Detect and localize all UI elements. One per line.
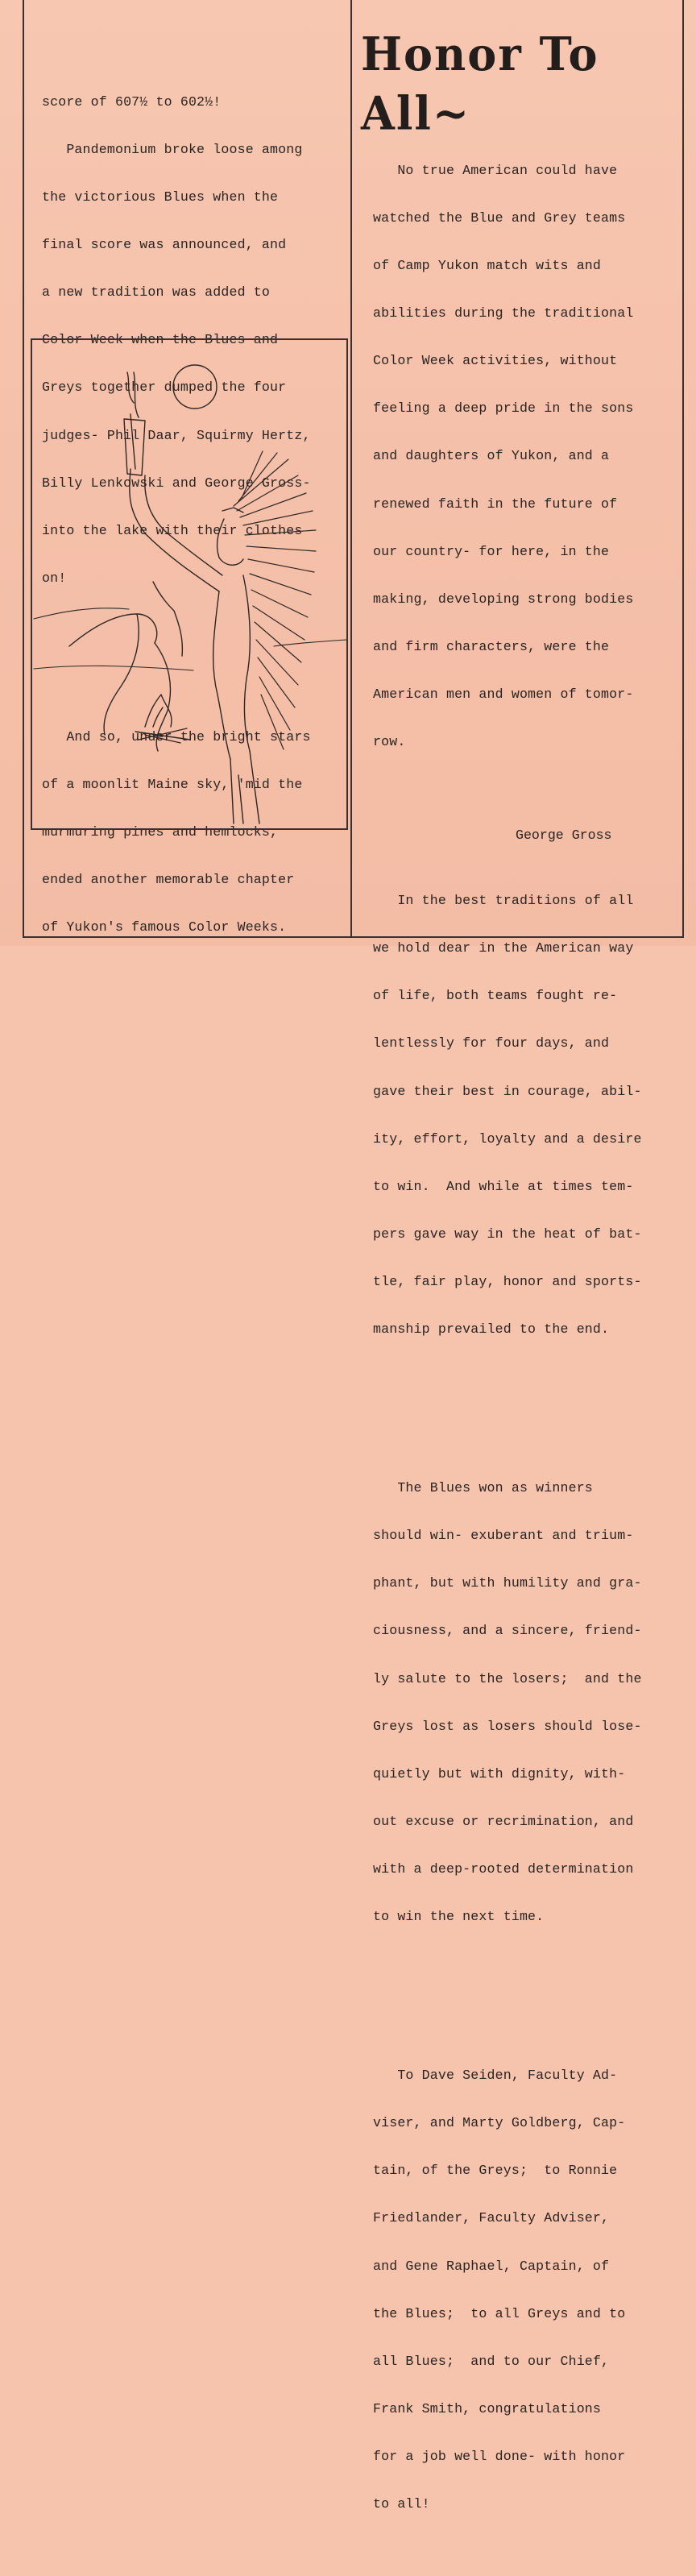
text-line: and Gene Raphael, Captain, of bbox=[373, 2258, 610, 2274]
text-line: into the lake with their clothes bbox=[42, 522, 303, 538]
text-line: American men and women of tomor- bbox=[373, 687, 634, 703]
text-line: Frank Smith, congratulations bbox=[373, 2400, 602, 2416]
text-line: ciousness, and a sincere, friend- bbox=[373, 1623, 642, 1639]
text-line: for a job well done- with honor bbox=[373, 2449, 626, 2465]
right-paragraph-3 bbox=[373, 1449, 642, 1957]
text-line: and firm characters, were the bbox=[373, 638, 610, 654]
text-line: watched the Blue and Grey teams bbox=[373, 209, 626, 226]
text-line: Friedlander, Faculty Adviser, bbox=[373, 2210, 610, 2226]
text-line: ly salute to the losers; and the bbox=[373, 1670, 642, 1686]
text-line: ended another memorable chapter bbox=[42, 872, 295, 888]
text-line: feeling a deep pride in the sons bbox=[373, 400, 634, 417]
text-line: abilities during the traditional bbox=[373, 305, 634, 321]
text-line: Color Week activities, without bbox=[373, 353, 618, 369]
text-line: of a moonlit Maine sky, 'mid the bbox=[42, 777, 303, 793]
text-line: score of 607½ to 602½! bbox=[42, 93, 222, 110]
column-divider-rule bbox=[350, 0, 352, 938]
text-line: the victorious Blues when the bbox=[42, 189, 279, 205]
text-line: row. bbox=[373, 734, 406, 750]
text-line: making, developing strong bodies bbox=[373, 591, 634, 607]
text-line: out excuse or recrimination, and bbox=[373, 1813, 634, 1829]
text-line: to win the next time. bbox=[373, 1909, 545, 1925]
article-heading: Honor To All~ bbox=[361, 27, 599, 141]
text-line: In the best traditions of all bbox=[373, 893, 634, 909]
text-line: to win. And while at times tem- bbox=[373, 1178, 634, 1194]
right-column-text bbox=[373, 99, 642, 2576]
right-paragraph-1 bbox=[373, 131, 642, 782]
text-line: a new tradition was added to bbox=[42, 284, 271, 301]
text-line: all Blues; and to our Chief, bbox=[373, 2353, 610, 2369]
text-line: tle, fair play, honor and sports- bbox=[373, 1274, 642, 1290]
author-signature: George Gross bbox=[516, 828, 612, 843]
text-line: No true American could have bbox=[373, 162, 618, 178]
text-line: pers gave way in the heat of bat- bbox=[373, 1226, 642, 1242]
torch-bearer-sketch bbox=[32, 340, 348, 830]
text-line: phant, but with humility and gra- bbox=[373, 1575, 642, 1591]
text-line: Greys together dumped the four bbox=[42, 380, 287, 396]
text-line: judges- Phil Daar, Squirmy Hertz, bbox=[42, 427, 311, 443]
text-line: The Blues won as winners bbox=[373, 1480, 593, 1496]
text-line: viser, and Marty Goldberg, Cap- bbox=[373, 2115, 626, 2131]
text-line: on! bbox=[42, 570, 67, 586]
left-border-rule bbox=[23, 0, 24, 938]
text-line: of life, both teams fought re- bbox=[373, 988, 618, 1004]
right-border-rule bbox=[682, 0, 684, 938]
text-line: should win- exuberant and trium- bbox=[373, 1528, 634, 1544]
text-line: lentlessly for four days, and bbox=[373, 1035, 610, 1052]
campfire-illustration bbox=[31, 338, 348, 830]
text-line: to all! bbox=[373, 2496, 430, 2512]
text-line: with a deep-rooted determination bbox=[373, 1861, 634, 1877]
text-line: murmuring pines and hemlocks, bbox=[42, 824, 279, 840]
text-line: and daughters of Yukon, and a bbox=[373, 448, 610, 464]
text-line: Billy Lenkowski and George Gross- bbox=[42, 475, 311, 491]
text-line: of Yukon's famous Color Weeks. bbox=[42, 919, 287, 935]
text-line: manship prevailed to the end. bbox=[373, 1321, 610, 1338]
text-line: final score was announced, and bbox=[42, 237, 287, 253]
text-line: Pandemonium broke loose among bbox=[42, 141, 303, 157]
text-line: Color Week when the Blues and bbox=[42, 332, 279, 348]
moon-icon bbox=[173, 365, 217, 409]
text-line: tain, of the Greys; to Ronnie bbox=[373, 2163, 618, 2179]
text-line: we hold dear in the American way bbox=[373, 940, 634, 956]
text-line: Greys lost as losers should lose- bbox=[373, 1718, 642, 1734]
text-line: renewed faith in the future of bbox=[373, 496, 618, 512]
text-line: our country- for here, in the bbox=[373, 543, 610, 559]
text-line: gave their best in courage, abil- bbox=[373, 1083, 642, 1099]
text-line: the Blues; to all Greys and to bbox=[373, 2305, 626, 2321]
text-line: And so, under the bright stars bbox=[42, 728, 311, 745]
text-line: To Dave Seiden, Faculty Ad- bbox=[373, 2068, 618, 2084]
right-paragraph-2 bbox=[373, 861, 642, 1370]
text-line: quietly but with dignity, with- bbox=[373, 1765, 626, 1782]
text-line: ity, effort, loyalty and a desire bbox=[373, 1130, 642, 1147]
text-line: of Camp Yukon match wits and bbox=[373, 258, 602, 274]
right-paragraph-4 bbox=[373, 2036, 642, 2545]
torch-flame-icon bbox=[127, 372, 139, 469]
